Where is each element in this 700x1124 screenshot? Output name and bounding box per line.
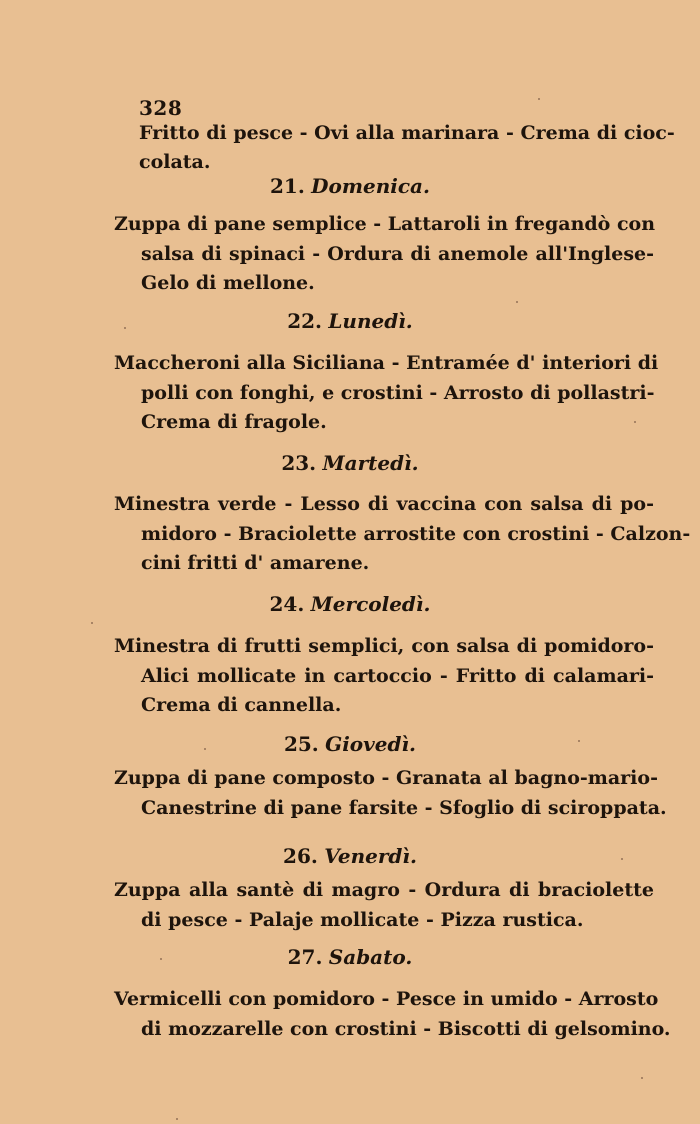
paper-speck (538, 98, 540, 100)
paper-speck (176, 1118, 178, 1120)
day-name: Martedì. (322, 451, 419, 475)
menu-line: Zuppa alla santè di magro - Ordura di braciolette (114, 879, 654, 901)
menu-line: colata. (139, 151, 211, 173)
day-number: 24. (269, 592, 305, 616)
menu-line: Gelo di mellone. (141, 272, 315, 294)
day-name: Venerdì. (324, 844, 417, 868)
menu-line: di pesce - Palaje mollicate - Pizza rustica. (141, 908, 584, 931)
menu-line: Vermicelli con pomidoro - Pesce in umido - Arrosto (114, 988, 659, 1010)
menu-line: Alici mollicate in cartoccio - Fritto di calamari- (141, 664, 654, 687)
paper-speck (124, 327, 126, 329)
menu-line: salsa di spinaci - Ordura di anemole all'Inglese- (141, 242, 654, 265)
day-number: 27. (287, 945, 323, 969)
day-heading (0, 730, 700, 758)
day-number: 22. (287, 309, 322, 333)
day-name: Giovedì. (325, 732, 417, 756)
menu-line: cini fritti d' amarene. (141, 552, 370, 574)
day-number: 26. (283, 844, 318, 868)
day-name: Mercoledì. (310, 592, 431, 616)
paper-speck (641, 1077, 643, 1079)
paper-speck (160, 958, 162, 960)
menu-line: di mozzarelle con crostini - Biscotti di gelsomino. (141, 1017, 671, 1040)
day-menu (114, 490, 691, 579)
page-number: 328 (139, 96, 183, 120)
menu-line: Zuppa di pane composto - Granata al bagno-mario- (114, 767, 658, 789)
day-heading (0, 590, 700, 618)
paper-speck (204, 748, 206, 750)
day-menu (114, 210, 654, 299)
menu-line: Zuppa di pane semplice - Lattaroli in fregandò con (114, 213, 656, 235)
day-name: Lunedì. (328, 309, 413, 333)
day-menu (114, 349, 659, 438)
day-heading (0, 943, 700, 971)
menu-line: Fritto di pesce - Ovi alla marinara - Crema di cioc- (139, 122, 675, 144)
menu-line: Crema di cannella. (141, 694, 342, 716)
paper-speck (91, 622, 93, 624)
day-number: 21. (270, 174, 305, 198)
continued-menu-text (139, 119, 675, 177)
day-heading (0, 172, 700, 200)
menu-line: Minestra di frutti semplici, con salsa di pomidoro- (114, 635, 654, 657)
menu-line: Maccheroni alla Siciliana - Entramée d' interiori di (114, 352, 659, 374)
day-number: 23. (281, 451, 317, 475)
paper-speck (516, 301, 518, 303)
menu-line: polli con fonghi, e crostini - Arrosto di pollastri- (141, 381, 655, 404)
day-heading (0, 449, 700, 477)
day-name: Sabato. (328, 945, 413, 969)
day-number: 25. (283, 732, 319, 756)
day-heading (0, 842, 700, 870)
paper-speck (621, 858, 623, 860)
day-menu (114, 876, 654, 935)
day-menu (114, 985, 671, 1044)
day-heading (0, 307, 700, 335)
day-menu (114, 632, 654, 721)
menu-line: midoro - Braciolette arrostite con crostini - Calzon- (141, 522, 691, 545)
paper-speck (578, 740, 580, 742)
day-name: Domenica. (311, 174, 430, 198)
paper-speck (634, 421, 636, 423)
menu-line: Crema di fragole. (141, 411, 327, 433)
menu-line: Minestra verde - Lesso di vaccina con salsa di po- (114, 493, 654, 515)
menu-line: Canestrine di pane farsite - Sfoglio di sciroppata. (141, 796, 667, 819)
day-menu (114, 764, 667, 823)
